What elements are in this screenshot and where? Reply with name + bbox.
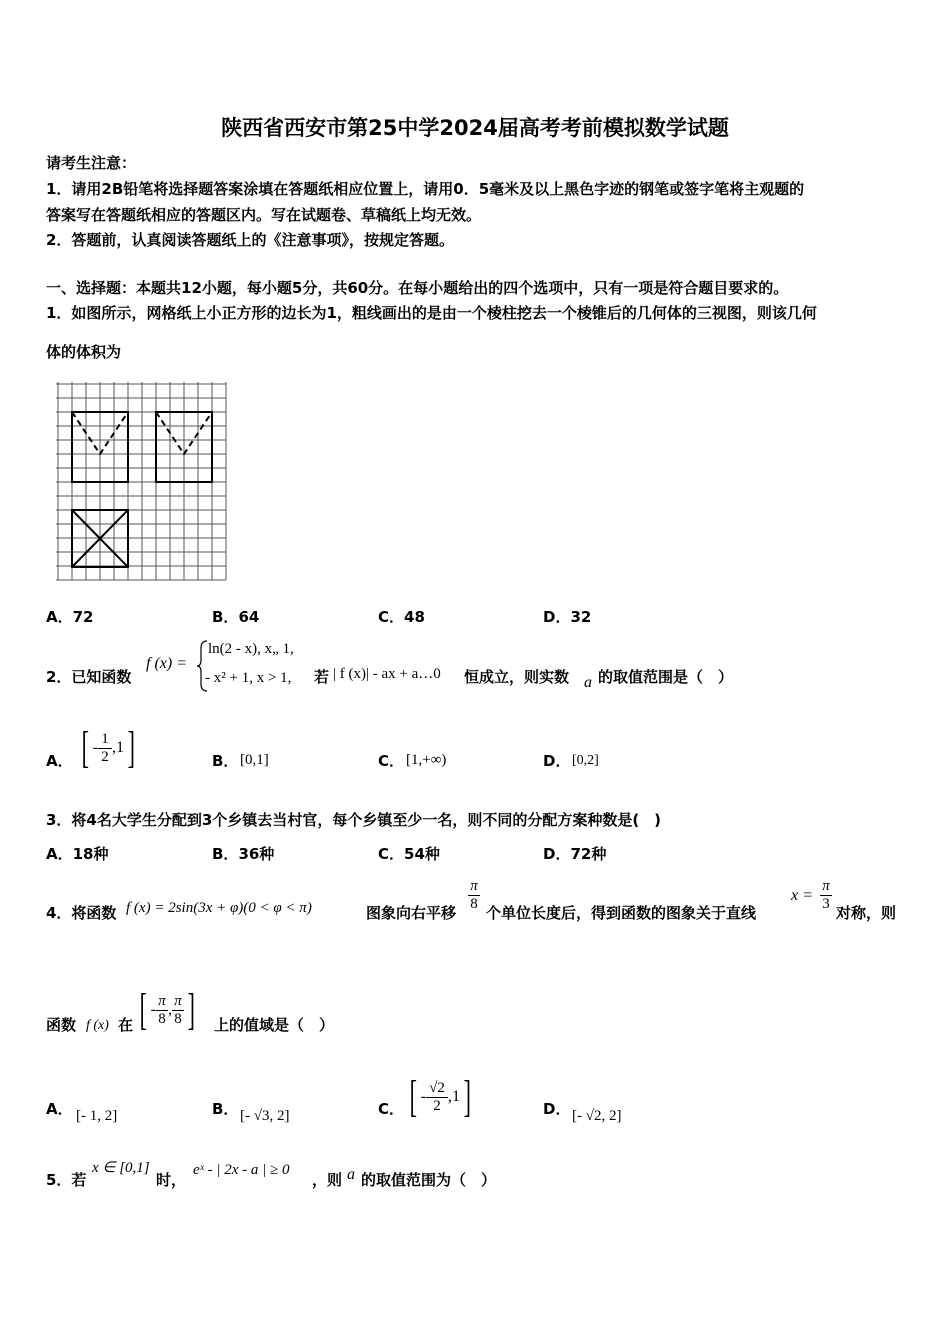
q1-text-line2: 体的体积为 — [46, 343, 122, 361]
q4-prefix: 4．将函数 — [46, 904, 117, 922]
q4-option-b-value[interactable]: [- √3, 2] — [240, 1108, 290, 1124]
q4-line2-fx: f (x) — [86, 1018, 109, 1033]
notice-item-2: 2．答题前，认真阅读答题纸上的《注意事项》，按规定答题。 — [46, 231, 454, 249]
q2-option-a-label[interactable]: A． — [46, 752, 73, 770]
q2-case-2: - x² + 1, x > 1, — [205, 670, 292, 686]
q4-option-c-value[interactable]: [ - $\frac{√2}{2}$ ,1] — [409, 1072, 471, 1121]
q4-line2-prefix: 函数 — [46, 1016, 77, 1034]
q3-option-c[interactable]: C．54种 — [378, 845, 440, 863]
q3-option-d[interactable]: D．72种 — [543, 845, 607, 863]
q5-shi: 时， — [156, 1171, 187, 1189]
q3-option-a[interactable]: A．18种 — [46, 845, 109, 863]
q4-option-c-label[interactable]: C． — [378, 1100, 405, 1118]
q3-text: 3．将4名大学生分配到3个乡镇去当村官，每个乡镇至少一名，则不同的分配方案种数是( ) — [46, 811, 662, 829]
q4-line2-zai: 在 — [118, 1016, 134, 1034]
q4-mid1: 图象向右平移 — [366, 904, 457, 922]
q2-case-1: ln(2 - x), x„ 1, — [208, 641, 294, 657]
q4-mid2: 个单位长度后，得到函数的图象关于直线 — [486, 904, 757, 922]
q2-option-b-value[interactable]: [0,1] — [240, 752, 269, 768]
q5-var: a — [347, 1166, 355, 1183]
q4-line-x: x = — [791, 887, 813, 904]
q5-cond1: x ∈ [0,1] — [92, 1160, 150, 1176]
q1-text-line1: 1．如图所示，网格纸上小正方形的边长为1，粗线画出的是由一个棱柱挖去一个棱锥后的几何体的三视图，则该几何 — [46, 304, 817, 322]
q5-cond2: eˣ - | 2x - a | ≥ 0 — [193, 1162, 290, 1178]
q2-fx: f (x) = — [146, 655, 187, 672]
q4-option-a-label[interactable]: A． — [46, 1100, 73, 1118]
q2-option-c-label[interactable]: C． — [378, 752, 405, 770]
q4-option-b-label[interactable]: B． — [212, 1100, 239, 1118]
q4-suffix: 对称，则 — [836, 904, 897, 922]
q2-suffix: 的取值范围是（ ） — [598, 668, 734, 686]
q2-option-c-value[interactable]: [1,+∞) — [406, 752, 447, 768]
q2-option-d-label[interactable]: D． — [543, 752, 571, 770]
q4-interval: [ - $\frac{\pi}{8}$ , $\frac{\pi}{8}$ ] — [139, 985, 195, 1034]
q5-mid: ，则 — [312, 1171, 343, 1189]
q2-mid: 恒成立，则实数 — [464, 668, 570, 686]
q2-option-b-label[interactable]: B． — [212, 752, 239, 770]
q3-option-b[interactable]: B．36种 — [212, 845, 275, 863]
q2-condition: | f (x)| - ax + a…0 — [333, 666, 441, 682]
notice-item-1b: 答案写在答题纸相应的答题区内。写在试题卷、草稿纸上均无效。 — [46, 206, 482, 224]
section-heading: 一、选择题：本题共12小题，每小题5分，共60分。在每小题给出的四个选项中，只有一项是符合题目要求的。 — [46, 279, 789, 297]
q2-option-a-value[interactable]: [ - $\frac{1}{2}$ ,1] — [81, 723, 135, 772]
q1-option-b[interactable]: B．64 — [212, 608, 260, 626]
notice-item-1a: 1．请用2B铅笔将选择题答案涂填在答题纸相应位置上，请用0．5毫米及以上黑色字迹的钢笔或签字笔将主观题的 — [46, 180, 805, 198]
q5-suffix: 的取值范围为（ ） — [361, 1171, 497, 1189]
q4-function: f (x) = 2sin(3x + φ)(0 < φ < π) — [126, 900, 312, 916]
q4-shift-fraction: $\frac{\pi}{8}$ — [468, 878, 480, 913]
three-view-figure — [56, 382, 230, 582]
q4-option-d-label[interactable]: D． — [543, 1100, 571, 1118]
q4-line2-suffix: 上的值域是（ ） — [214, 1016, 335, 1034]
q4-option-a-value[interactable]: [- 1, 2] — [76, 1108, 118, 1124]
q1-option-a[interactable]: A．72 — [46, 608, 94, 626]
q4-line-fraction: $\frac{\pi}{3}$ — [820, 878, 832, 913]
q1-option-c[interactable]: C．48 — [378, 608, 425, 626]
q2-var: a — [584, 674, 592, 691]
q4-option-d-value[interactable]: [- √2, 2] — [572, 1108, 622, 1124]
q5-prefix: 5．若 — [46, 1171, 87, 1189]
q2-ruo: 若 — [314, 668, 330, 686]
notice-heading: 请考生注意： — [46, 154, 137, 172]
q2-prefix: 2．已知函数 — [46, 668, 132, 686]
q2-option-d-value[interactable]: [0,2] — [572, 753, 599, 768]
q1-option-d[interactable]: D．32 — [543, 608, 592, 626]
page-title: 陕西省西安市第25中学2024届高考考前模拟数学试题 — [221, 116, 729, 140]
